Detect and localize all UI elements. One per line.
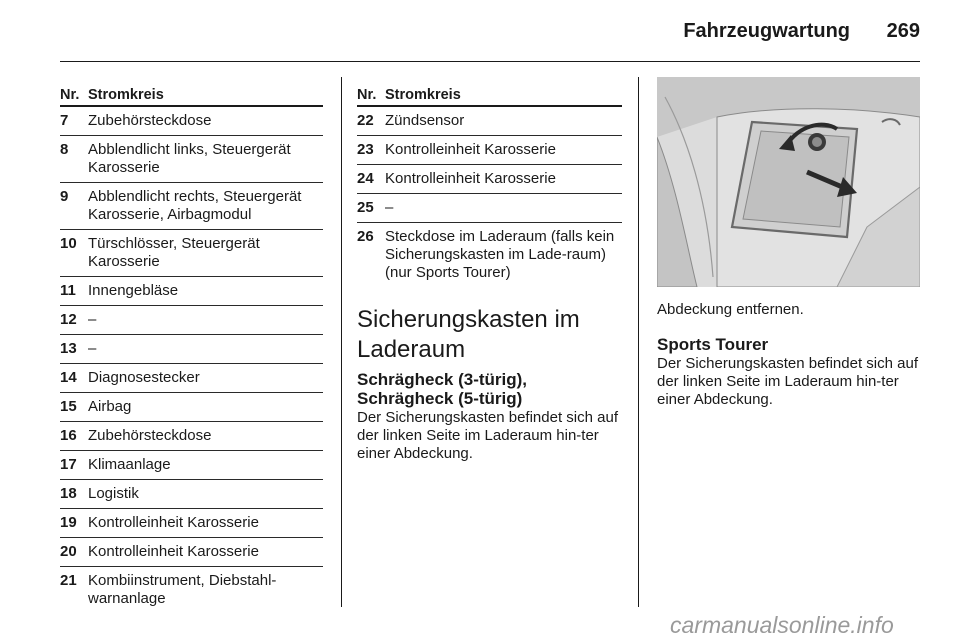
fuse-number: 9 (60, 188, 69, 205)
fuse-circuit: Logistik (88, 485, 139, 502)
column-divider-2 (638, 77, 639, 607)
figure-caption: Abdeckung entfernen. (657, 301, 804, 318)
table-row (60, 393, 323, 422)
fuse-number: 14 (60, 369, 77, 386)
page-number: 269 (886, 20, 920, 42)
fuse-circuit: Kontrolleinheit Karosserie (88, 514, 259, 531)
fuse-number: 11 (60, 282, 76, 299)
section-heading: Sicherungskasten im Laderaum (357, 306, 580, 363)
fuse-number: 12 (60, 311, 77, 328)
table-row (60, 136, 323, 183)
fuse-number: 23 (357, 141, 374, 158)
table-row (60, 422, 323, 451)
table-row (357, 223, 622, 287)
fuse-number: 26 (357, 228, 374, 245)
fuse-number: 15 (60, 398, 77, 415)
fuse-number: 7 (60, 112, 69, 129)
col-header-circuit: Stromkreis (88, 87, 164, 103)
column-divider-1 (341, 77, 342, 607)
fuse-circuit: Abblendlicht rechts, Steuergerät Karosserie, Airbagmodul (88, 188, 302, 223)
table-header (357, 82, 622, 107)
fuse-table-left (60, 82, 323, 614)
table-row (60, 230, 323, 277)
fuse-circuit: – (88, 311, 97, 328)
fuse-circuit: Zubehörsteckdose (88, 112, 212, 129)
fuse-number: 24 (357, 170, 374, 187)
table-header (60, 82, 323, 107)
table-row (60, 183, 323, 230)
table-row (60, 306, 323, 335)
fuse-number: 8 (60, 141, 69, 158)
col-header-circuit: Stromkreis (385, 87, 461, 103)
table-row (60, 567, 323, 614)
watermark: carmanualsonline.info (670, 612, 894, 638)
fuse-cover-illustration (657, 77, 920, 287)
fuse-circuit: Türschlösser, Steuergerät Karosserie (88, 235, 260, 270)
col-header-nr: Nr. (357, 87, 377, 103)
table-row (60, 538, 323, 567)
sub-heading-sports-tourer: Sports Tourer (657, 335, 769, 354)
fuse-circuit: Airbag (88, 398, 132, 415)
col-header-nr: Nr. (60, 87, 80, 103)
body-text-hatchback: Der Sicherungskasten befindet sich auf der linken Seite im Laderaum hin-ter einer Abdeckung. (357, 409, 618, 462)
body-text-sports-tourer: Der Sicherungskasten befindet sich auf der linken Seite im Laderaum hin-ter einer Abdeckung. (657, 355, 918, 408)
table-row (357, 107, 622, 136)
fuse-circuit: Steckdose im Laderaum (falls kein Sicherungskasten im Lade-raum) (nur Sports Tourer) (385, 228, 615, 281)
fuse-circuit: Kontrolleinheit Karosserie (88, 543, 259, 560)
fuse-circuit: – (385, 199, 394, 216)
fuse-circuit: Zündsensor (385, 112, 465, 129)
table-row (60, 335, 323, 364)
fuse-number: 16 (60, 427, 77, 444)
table-row (357, 194, 622, 223)
sub-heading-hatchback: Schrägheck (3-türig), Schrägheck (5-türig) (357, 370, 528, 408)
fuse-table-right (357, 82, 622, 287)
fuse-circuit: Kontrolleinheit Karosserie (385, 141, 556, 158)
fuse-number: 21 (60, 572, 77, 589)
section-title: Fahrzeugwartung (683, 20, 850, 42)
fuse-circuit: Klimaanlage (88, 456, 171, 473)
header-divider (60, 61, 920, 62)
fuse-number: 10 (60, 235, 77, 252)
fuse-number: 17 (60, 456, 77, 473)
table-row (60, 277, 323, 306)
table-row (357, 165, 622, 194)
fuse-number: 13 (60, 340, 77, 357)
fuse-number: 19 (60, 514, 77, 531)
table-row (60, 451, 323, 480)
fuse-circuit: Abblendlicht links, Steuergerät Karosserie (88, 141, 291, 176)
fuse-circuit: Innengebläse (88, 282, 179, 299)
fuse-number: 20 (60, 543, 77, 560)
table-row (60, 509, 323, 538)
fuse-number: 18 (60, 485, 77, 502)
fuse-circuit: – (88, 340, 97, 357)
table-row (60, 480, 323, 509)
fuse-circuit: Zubehörsteckdose (88, 427, 212, 444)
table-row (60, 107, 323, 136)
fuse-number: 25 (357, 199, 374, 216)
table-row (60, 364, 323, 393)
fuse-circuit: Diagnosestecker (88, 369, 200, 386)
fuse-circuit: Kombiinstrument, Diebstahl-warnanlage (88, 572, 277, 607)
fuse-circuit: Kontrolleinheit Karosserie (385, 170, 556, 187)
table-row (357, 136, 622, 165)
fuse-number: 22 (357, 112, 374, 129)
